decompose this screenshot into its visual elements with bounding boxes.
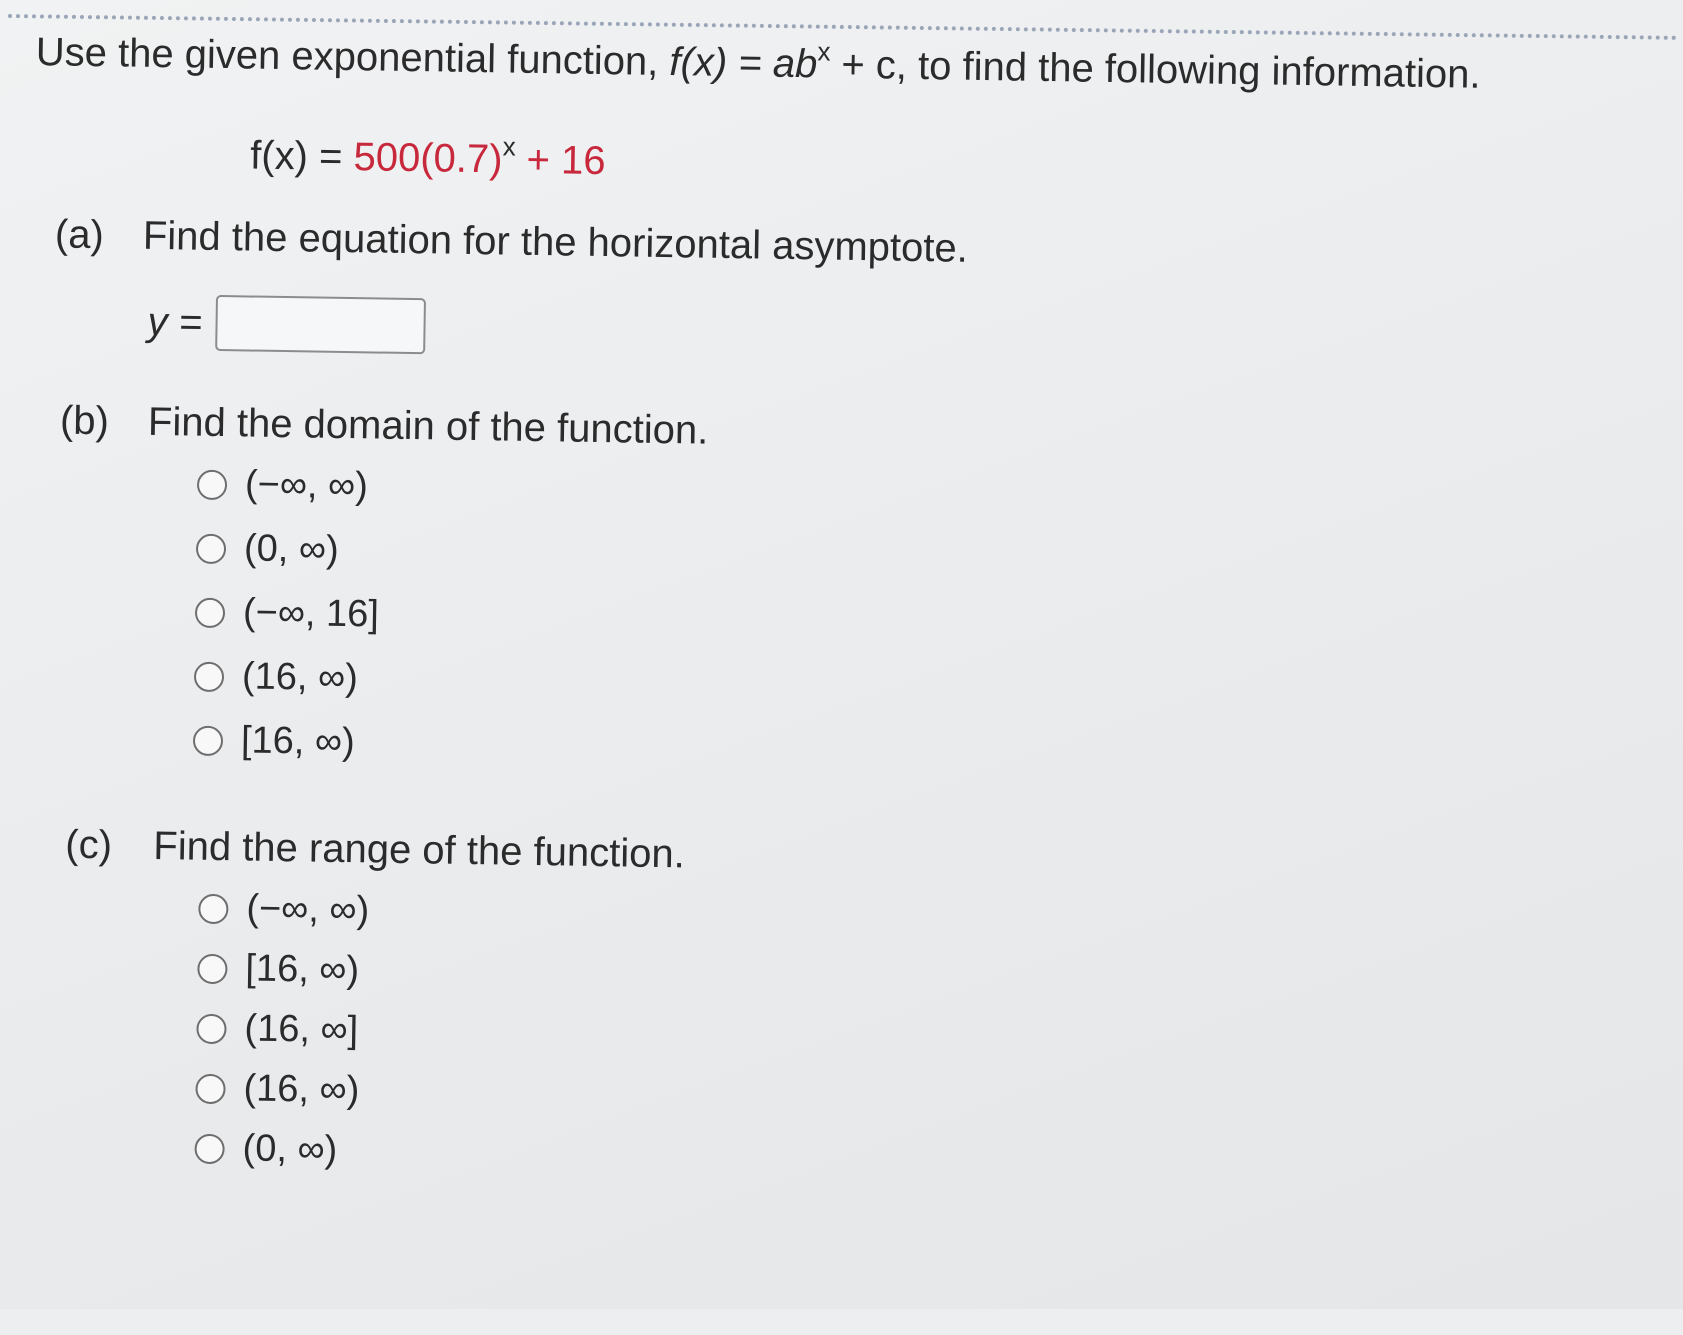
radio-button[interactable] [194, 661, 224, 691]
radio-button[interactable] [197, 953, 227, 983]
range-option-label: (−∞, ∞) [246, 887, 370, 932]
radio-button[interactable] [196, 1013, 226, 1043]
part-a-heading [55, 212, 969, 271]
intro-exponent: x [817, 36, 831, 67]
radio-button[interactable] [194, 1133, 224, 1163]
question-intro [35, 30, 1480, 98]
domain-option-2[interactable] [196, 527, 339, 572]
radio-button[interactable] [197, 469, 227, 499]
range-option-label: [16, ∞) [245, 947, 360, 992]
formula-constant: + 16 [515, 137, 606, 184]
domain-option-label: (16, ∞) [241, 655, 359, 700]
domain-option-5[interactable] [193, 719, 355, 765]
formula-lhs: f(x) = [249, 133, 354, 180]
answer-prefix: y = [147, 299, 203, 345]
formula-exponent: x [502, 131, 516, 162]
formula-coefficient: 500(0.7) [353, 135, 503, 182]
range-option-1[interactable] [198, 887, 369, 933]
part-c-text: Find the range of the function. [153, 824, 686, 877]
part-c-heading [65, 823, 685, 878]
radio-button[interactable] [193, 725, 223, 755]
domain-option-3[interactable] [195, 591, 380, 637]
domain-option-label: (−∞, 16] [242, 591, 380, 636]
radio-button[interactable] [198, 893, 228, 923]
intro-prefix: Use the given exponential function, [35, 30, 670, 85]
part-c-label: (c) [65, 822, 113, 868]
part-b-heading [60, 399, 709, 454]
range-option-3[interactable] [196, 1007, 358, 1053]
domain-option-label: (−∞, ∞) [244, 463, 369, 508]
domain-option-1[interactable] [197, 463, 368, 509]
range-option-label: (0, ∞) [242, 1127, 338, 1171]
domain-option-4[interactable] [194, 655, 358, 701]
range-option-2[interactable] [197, 947, 359, 993]
radio-button[interactable] [195, 597, 225, 627]
radio-button[interactable] [196, 533, 226, 563]
range-option-label: (16, ∞] [244, 1007, 359, 1052]
range-option-4[interactable] [195, 1067, 359, 1113]
part-b-text: Find the domain of the function. [147, 399, 709, 453]
domain-option-label: [16, ∞) [240, 719, 356, 764]
intro-suffix: + c, to find the following information. [829, 42, 1481, 97]
function-formula [250, 133, 606, 184]
intro-formula: f(x) = ab [669, 40, 818, 87]
asymptote-answer-row [147, 294, 426, 354]
radio-button[interactable] [195, 1073, 225, 1103]
domain-option-label: (0, ∞) [243, 527, 340, 571]
asymptote-input[interactable] [216, 295, 427, 354]
part-a-text: Find the equation for the horizontal asymptote. [142, 213, 969, 271]
part-a-label: (a) [54, 212, 105, 258]
range-option-label: (16, ∞) [243, 1067, 360, 1112]
range-option-5[interactable] [194, 1127, 337, 1172]
part-b-label: (b) [59, 398, 110, 444]
